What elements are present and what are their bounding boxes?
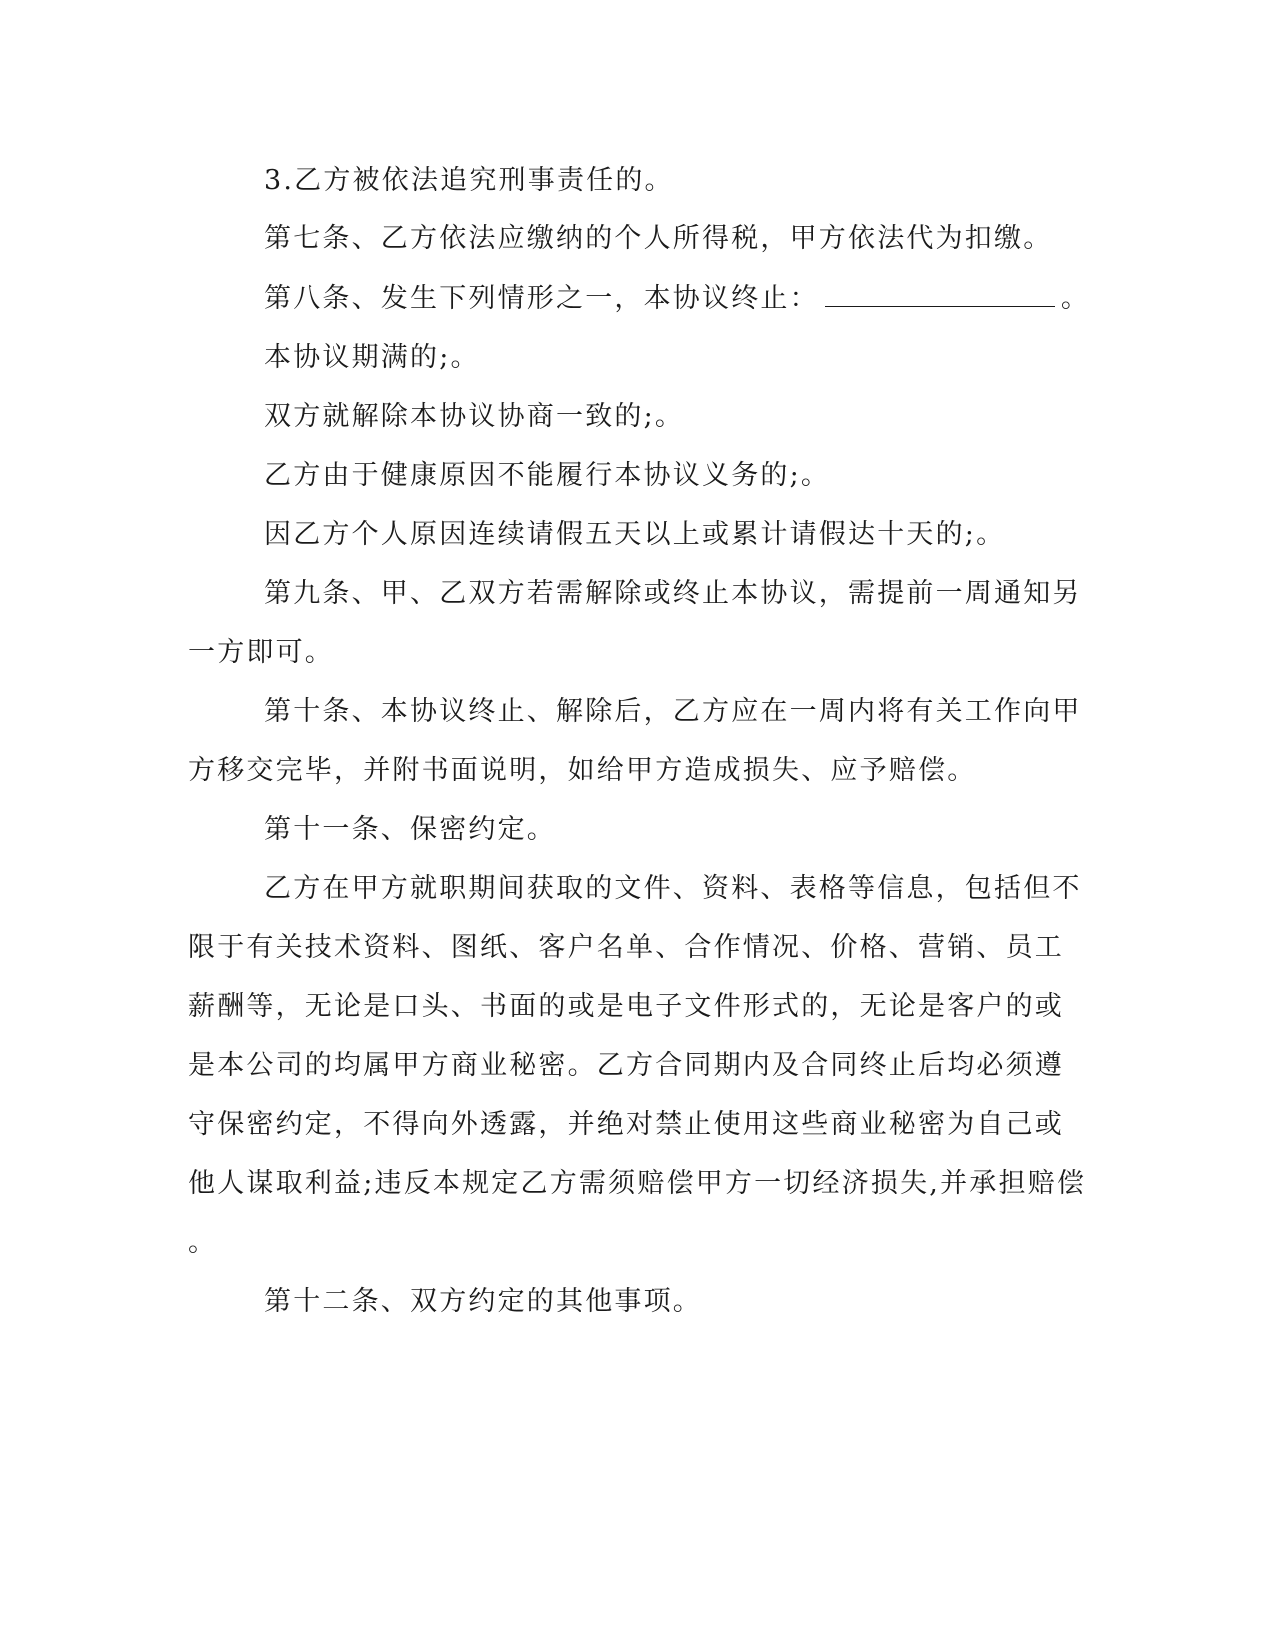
clause-12: 第十二条、双方约定的其他事项。 xyxy=(264,1286,702,1317)
clause-11-line-3: 薪酬等，无论是口头、书面的或是电子文件形式的，无论是客户的或 xyxy=(188,991,1064,1022)
clause-11-line-4: 是本公司的均属甲方商业秘密。乙方合同期内及合同终止后均必须遵 xyxy=(188,1050,1064,1081)
clause-8-item-2: 双方就解除本协议协商一致的;。 xyxy=(264,401,685,432)
clause-8-text: 第八条、发生下列情形之一，本协议终止： xyxy=(264,283,819,314)
clause-11-line-6: 他人谋取利益;违反本规定乙方需须赔偿甲方一切经济损失,并承担赔偿 xyxy=(188,1168,1087,1199)
clause-10-line-2: 方移交完毕，并附书面说明，如给甲方造成损失、应予赔偿。 xyxy=(188,755,977,786)
clause-7: 第七条、乙方依法应缴纳的个人所得税，甲方依法代为扣缴。 xyxy=(264,223,1053,254)
clause-10-line-1: 第十条、本协议终止、解除后，乙方应在一周内将有关工作向甲 xyxy=(264,696,1082,727)
clause-8-item-4: 因乙方个人原因连续请假五天以上或累计请假达十天的;。 xyxy=(264,519,1006,550)
clause-11-heading: 第十一条、保密约定。 xyxy=(264,814,556,845)
clause-6-item-3: 3.乙方被依法追究刑事责任的。 xyxy=(264,165,674,196)
clause-9-line-2: 一方即可。 xyxy=(188,637,334,668)
clause-11-line-5: 守保密约定，不得向外透露，并绝对禁止使用这些商业秘密为自己或 xyxy=(188,1109,1064,1140)
clause-8-end: 。 xyxy=(1060,283,1091,314)
clause-8-item-1: 本协议期满的;。 xyxy=(264,342,480,373)
clause-8 xyxy=(264,279,1144,319)
clause-11-line-1: 乙方在甲方就职期间获取的文件、资料、表格等信息，包括但不 xyxy=(264,873,1082,904)
clause-9-line-1: 第九条、甲、乙双方若需解除或终止本协议，需提前一周通知另 xyxy=(264,578,1082,609)
fill-in-blank xyxy=(825,282,1055,307)
clause-8-item-3: 乙方由于健康原因不能履行本协议义务的;。 xyxy=(264,460,831,491)
clause-11-line-2: 限于有关技术资料、图纸、客户名单、合作情况、价格、营销、员工 xyxy=(188,932,1064,963)
clause-11-line-7: 。 xyxy=(188,1227,218,1258)
